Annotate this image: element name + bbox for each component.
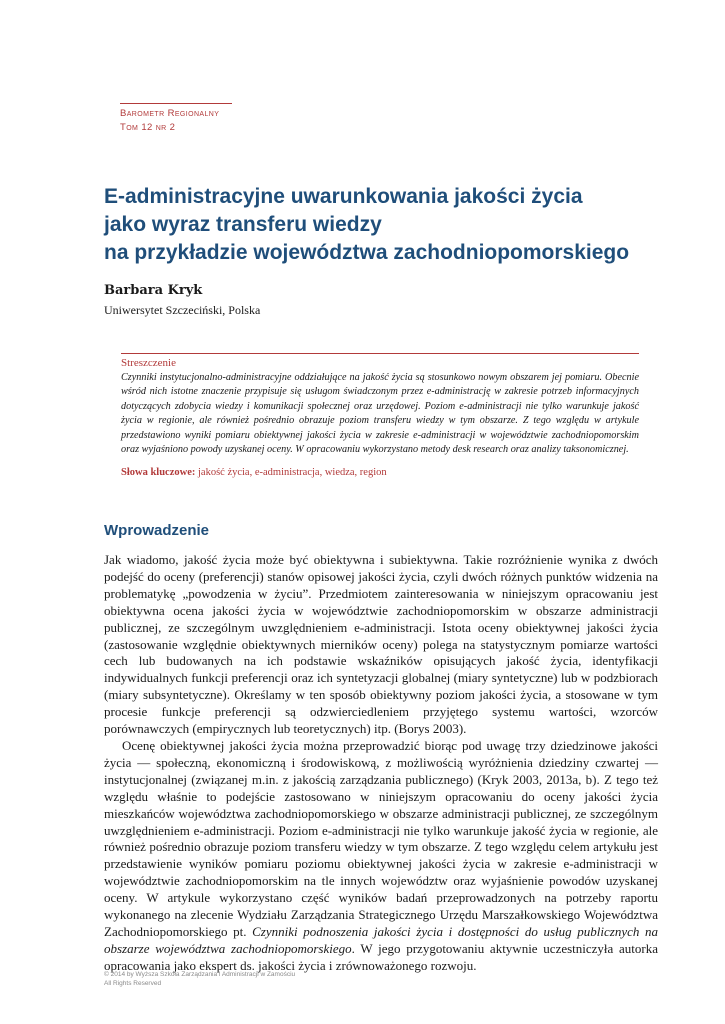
journal-volume: Tom 12 nr 2 <box>120 122 176 133</box>
keywords-values: jakość życia, e-administracja, wiedza, region <box>198 467 387 479</box>
rights-text: All Rights Reserved <box>104 980 162 987</box>
paragraph-2 <box>104 738 658 975</box>
title-line-1: E-administracyjne uwarunkowania jakości życia <box>104 185 583 208</box>
author-name: Barbara Kryk <box>104 283 203 298</box>
report-title: Czynniki podnoszenia jakości życia i dostępności do usług publicznych na obszarze województwa zachodniopomorskiego <box>104 923 658 956</box>
journal-name: Barometr Regionalny <box>120 108 220 119</box>
paragraph-2-start: Ocenę obiektywnej jakości życia można przeprowadzić biorąc pod uwagę trzy dziedzinowe jakości życia — społeczną, ekonomiczną i środowiskową, z możliwością wyróżnienia dziedziny czwartej — instytucjonalnej (związanej m.in. z jakością zarządzania publicznego) (Kryk 2003, 2013a, b). Z tego też względu właśnie to podejście zastosowano w niniejszym opracowaniu do oceny jakości życia mieszkańców województwa zachodniopomorskiego w obszarze administracji publicznej, ze szczególnym uwzględnieniem e-administracji. Poziom e-administracji nie tylko warunkuje jakość życia w regionie, ale również pośrednio obrazuje poziom transferu wiedzy w tym obszarze. Z tego względu celem artykułu jest przedstawienie wyników pomiaru poziomu obiektywnej jakości życia w zakresie e-administracji w województwie zachodniopomorskim na tle innych województw oraz wyjaśnienie powodów uzyskanej oceny. W artykule wykorzystano część wyników badań przeprowadzonych na potrzeby raportu wykonanego na zlecenie Wydziału Zarządzania Strategicznego Urzędu Marszałkowskiego Województwa Zachodniopomorskiego pt. <box>104 737 658 939</box>
keywords-label: Słowa kluczowe: <box>121 467 196 479</box>
body-text <box>104 552 658 975</box>
paragraph-2-end: . W jego przygotowaniu aktywnie uczestniczyła autorka opracowania jako ekspert ds. jakości życia i zrównoważonego rozwoju. <box>104 940 659 973</box>
article-title <box>104 183 664 267</box>
paragraph-1: Jak wiadomo, jakość życia może być obiektywna i subiektywna. Takie rozróżnienie wynika z dwóch podejść do oceny (preferencji) stanów opisowej jakości życia, czyli dwóch różnych punktów widzenia na problematykę „powodzenia w życiu”. Przedmiotem zainteresowania w niniejszym opracowaniu jest obiektywna ocena jakości życia w województwie zachodniopomorskim w obszarze administracji publicznej, ze szczególnym uwzględnieniem e-administracji. Istota oceny obiektywnej jakości życia (zastosowanie względnie obiektywnych mierników oceny) polega na statystycznym pomiarze wartości cech lub budowanych na ich podstawie wskaźników opisujących jakość życia, identyfikacji indywidualnych funkcji preferencji oraz ich syntetyzacji globalnej (miary syntetyczne) lub w podzbiorach (miary subsyntetyczne). Określamy w ten sposób obiektywny poziom jakości życia, a stosowane w tym procesie funkcje preferencji są odzwierciedleniem przyjętego systemu wartości, wzorców porównawczych (empirycznych lub teoretycznych) itp. (Borys 2003). <box>104 552 658 737</box>
abstract-text: Czynniki instytucjonalno-administracyjne oddziałujące na jakość życia są stosunkowo nowym obszarem jej pomiaru. Obecnie wśród nich istotne znaczenie przypisuje się usługom świadczonym przez e-administrację w zakresie potrzeb informacyjnych dotyczących zdobycia wiedzy i komunikacji społecznej oraz urzędowej. Poziom e-administracji nie tylko warunkuje jakość życia w regionie, ale również pośrednio obrazuje poziom transferu wiedzy w tym obszarze. Z tego względu w artykule przedstawiono wyniki pomiaru obiektywnej jakości życia w zakresie e-administracji w województwie zachodniopomorskim oraz wyjaśniono powody uzyskanej oceny. W opracowaniu wykorzystano metody desk research oraz analizy taksonomicznej. <box>121 372 639 456</box>
title-line-3: na przykładzie województwa zachodniopomorskiego <box>104 241 630 264</box>
title-line-2: jako wyraz transferu wiedzy <box>104 213 382 236</box>
abstract-block <box>121 353 639 478</box>
section-heading: Wprowadzenie <box>104 522 210 539</box>
journal-header <box>120 103 232 135</box>
keywords-line <box>121 467 639 478</box>
page-footer <box>104 970 295 988</box>
copyright-text: © 2014 by Wyższa Szkoła Zarządzania i Administracji w Zamościu <box>104 971 296 978</box>
author-affiliation: Uniwersytet Szczeciński, Polska <box>104 303 261 317</box>
abstract-heading: Streszczenie <box>121 357 176 369</box>
